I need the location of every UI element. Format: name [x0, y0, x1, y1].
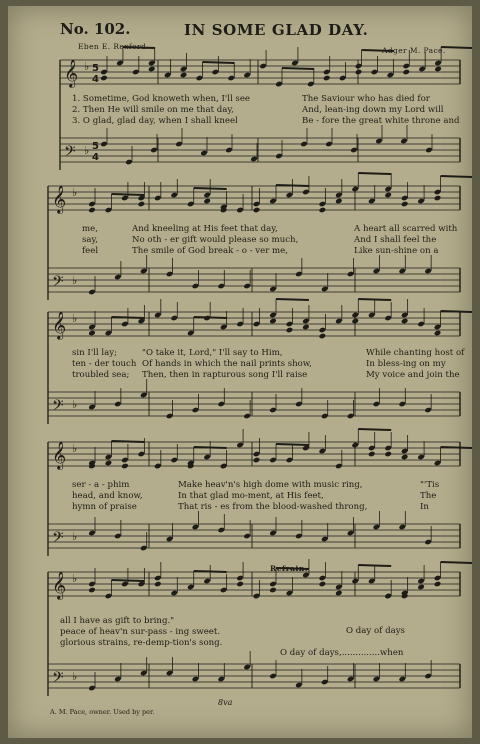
lyric-line: And, lean-ing down my Lord will	[302, 105, 444, 115]
note-head	[253, 457, 261, 464]
note-head	[402, 69, 410, 76]
verse-lyrics-middle	[178, 480, 367, 513]
refrain-lyric: O day of days	[346, 626, 405, 636]
bass-clef-icon: 𝄢	[52, 669, 64, 690]
copyright-notice: A. M. Pace, owner. Used by per.	[50, 708, 155, 716]
lyric-line: Of hands in which the nail prints show,	[142, 359, 312, 369]
flat-icon: ♭	[72, 572, 78, 585]
verse-lyrics-middle	[142, 348, 312, 381]
note-head	[138, 201, 146, 208]
flat-icon: ♭	[72, 670, 78, 683]
note-head	[384, 192, 392, 199]
lyric-line: say,	[82, 235, 98, 245]
lyric-line: glorious strains, re-demp-tion's song.	[60, 638, 223, 648]
note-head	[88, 330, 96, 337]
lyric-line: 1. Sometime, God knoweth when, I'll see	[72, 94, 251, 104]
lyric-line: Make heav'n's high dome with music ring,	[178, 480, 363, 490]
verse-lyrics-right	[354, 224, 457, 257]
bass-clef-icon: 𝄢	[52, 529, 64, 550]
verse-lyrics-right	[366, 348, 464, 381]
lyric-line: The Saviour who has died for	[302, 94, 430, 104]
time-signature: 4	[92, 74, 99, 85]
note-head	[269, 587, 277, 594]
verse-lyrics-right	[420, 480, 439, 513]
note-beam	[111, 441, 144, 442]
lyric-line: Be - fore the great white throne and	[302, 116, 460, 126]
lyric-line: In that glad mo-ment, at His feet,	[178, 491, 324, 501]
bass-clef-icon: 𝄢	[52, 273, 64, 294]
lyric-line: The smile of God break - o - ver me,	[132, 246, 288, 256]
treble-clef-icon: 𝄞	[52, 441, 67, 469]
flat-icon: ♭	[72, 274, 78, 287]
lyric-line: all I have as gift to bring."	[60, 616, 175, 626]
note-head	[319, 333, 327, 340]
note-head	[203, 198, 211, 205]
lyric-line: In	[420, 502, 429, 512]
lyric-line: Like sun-shine on a	[354, 246, 439, 256]
note-head	[434, 330, 442, 337]
lyric-line: ser - a - phim	[72, 480, 130, 490]
note-beam	[276, 299, 309, 300]
lyric-line: "'Tis	[420, 480, 440, 490]
note-beam	[441, 176, 472, 177]
note-head	[384, 451, 392, 458]
lyric-line: me,	[82, 224, 98, 234]
note-head	[121, 463, 129, 470]
treble-clef-icon: 𝄞	[52, 185, 67, 213]
note-head	[302, 324, 310, 331]
note-head	[286, 327, 294, 334]
bass-refrain-lyric: O day of days,..............when	[280, 648, 404, 658]
lyricist-credit: Eben E. Rexford.	[78, 42, 149, 51]
note-head	[401, 454, 409, 461]
lyric-line: And I shall feel the	[354, 235, 437, 245]
verse-lyrics-middle	[132, 224, 298, 257]
note-head	[269, 318, 277, 325]
verse-lyrics-left	[72, 348, 136, 381]
lyric-line: sin I'll lay;	[72, 348, 118, 358]
verse-lyrics-left	[72, 94, 250, 127]
note-head	[319, 207, 327, 214]
note-head	[105, 460, 113, 467]
flat-icon: ♭	[84, 144, 90, 157]
note-beam	[441, 447, 472, 448]
note-head	[323, 75, 331, 82]
note-head	[368, 451, 376, 458]
lyric-line: troubled sea;	[72, 370, 130, 380]
hymn-number: No. 102.	[60, 20, 131, 38]
note-head	[253, 207, 261, 214]
verse-lyrics-left	[82, 224, 98, 257]
lyric-line: My voice and join the	[366, 370, 460, 380]
note-head	[148, 66, 156, 73]
treble-clef-icon: 𝄞	[52, 311, 67, 339]
lyric-line: head, and know,	[72, 491, 143, 501]
lyric-line: That ris - es from the blood-washed throng,	[178, 502, 368, 512]
flat-icon: ♭	[72, 186, 78, 199]
hymnal-page	[8, 6, 472, 738]
refrain-label: Refrain.	[270, 564, 308, 573]
note-head	[88, 587, 96, 594]
note-head	[351, 318, 359, 325]
note-beam	[441, 562, 472, 563]
lyric-line: In bless-ing on my	[366, 359, 446, 369]
note-beam	[282, 68, 314, 69]
verse-lyrics-right	[302, 94, 460, 127]
lyric-line: peace of heav'n sur-pass - ing sweet.	[60, 627, 221, 637]
lyric-line: hymn of praise	[72, 502, 137, 512]
note-beam	[358, 173, 391, 174]
hymn-title: IN SOME GLAD DAY.	[184, 21, 369, 39]
note-head	[180, 72, 188, 79]
note-head	[335, 590, 343, 597]
note-head	[355, 69, 363, 76]
verse-lyrics-left	[60, 616, 222, 649]
bass-clef-icon: 𝄢	[64, 143, 76, 164]
lyric-line: And kneeling at His feet that day,	[132, 224, 278, 234]
verse-lyrics-left	[72, 480, 143, 513]
note-head	[88, 207, 96, 214]
flat-icon: ♭	[72, 312, 78, 325]
treble-clef-icon: 𝄞	[64, 59, 79, 87]
time-signature: 4	[92, 152, 99, 163]
note-beam	[358, 429, 391, 430]
lyric-line: No oth - er gift would please so much,	[132, 235, 299, 245]
lyric-line: "O take it, Lord," I'll say to Him,	[142, 348, 283, 358]
flat-icon: ♭	[72, 530, 78, 543]
flat-icon: ♭	[84, 60, 90, 73]
note-head	[434, 195, 442, 202]
note-head	[417, 584, 425, 591]
lyric-line: 2. Then He will smile on me that day,	[72, 105, 234, 115]
time-signature: 5	[92, 63, 99, 74]
lyric-line: ten - der touch	[72, 359, 137, 369]
note-head	[154, 581, 162, 588]
lyric-line: A heart all scarred with	[354, 224, 458, 234]
note-head	[401, 318, 409, 325]
flat-icon: ♭	[72, 398, 78, 411]
ottava-mark: 8va	[218, 698, 233, 707]
flat-icon: ♭	[72, 442, 78, 455]
lyric-line: feel	[82, 246, 99, 256]
bass-clef-icon: 𝄢	[52, 397, 64, 418]
lyric-line: The	[420, 491, 437, 501]
note-head	[401, 201, 409, 208]
note-head	[319, 581, 327, 588]
note-head	[335, 198, 343, 205]
note-head	[434, 66, 442, 73]
time-signature: 5	[92, 141, 99, 152]
lyric-line: While chanting host of	[366, 348, 465, 358]
lyric-line: 3. O glad, glad day, when I shall kneel	[72, 116, 238, 126]
composer-credit: Adger M. Pace.	[382, 46, 446, 55]
lyric-line: Then, then in rapturous song I'll raise	[142, 370, 308, 380]
treble-clef-icon: 𝄞	[52, 571, 67, 599]
note-head	[100, 75, 108, 82]
note-beam	[441, 311, 472, 312]
note-head	[434, 581, 442, 588]
note-head	[236, 581, 244, 588]
